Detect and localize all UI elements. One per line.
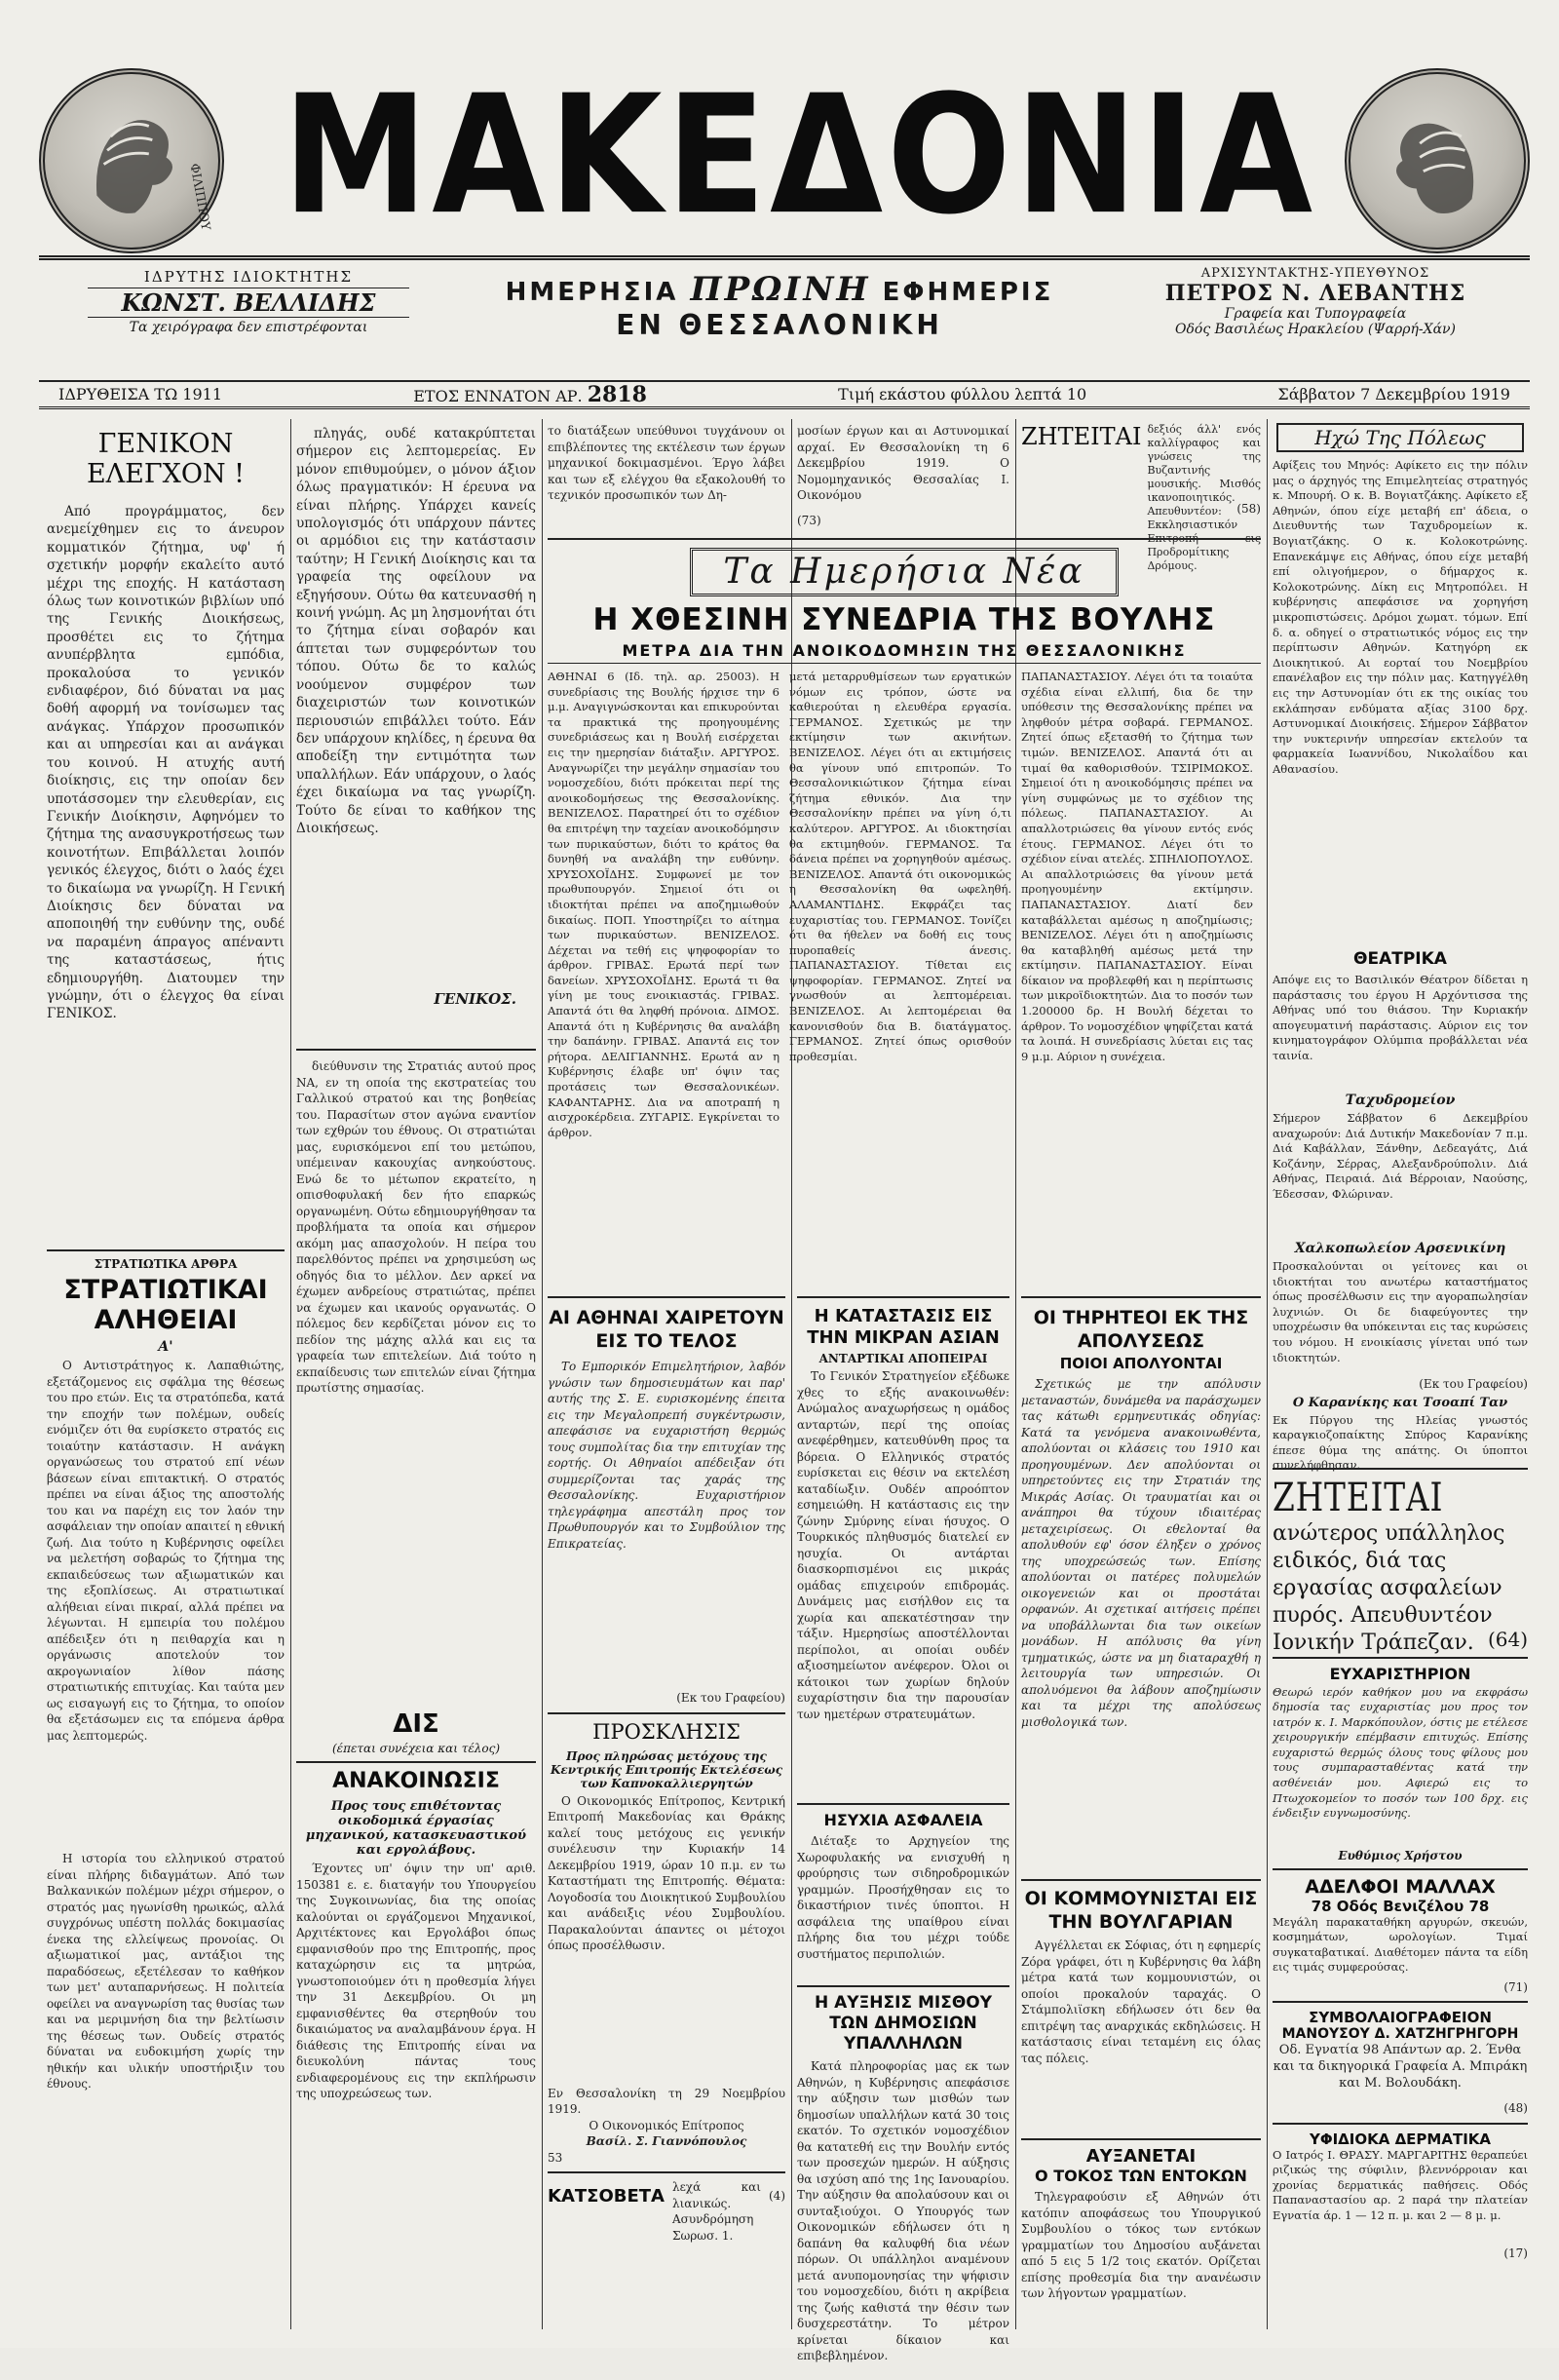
offices-label: Γραφεία και Τυπογραφεία xyxy=(1224,306,1407,322)
parliament-headline: Η ΧΘΕΣΙΝΗ ΣΥΝΕΔΡΙΑ ΤΗΣ ΒΟΥΛΗΣ xyxy=(592,602,1216,637)
kats-number: (4) xyxy=(769,2188,785,2203)
parliament-body-3: ΠΑΠΑΝΑΣΤΑΣΙΟΥ. Λέγει ότι τα τοιαύτα σχέδια είναι ελλιπή, δια δε την υπόθεσιν της Θεσσαλονίκης πρέπει να ληφθούν μέτρα σοβαρά. ΓΕΡΜΑΝΟΣ. Ζητεί όπως εξετασθή το ζήτημα των τιμών. ΒΕΝΙΖΕΛΟΣ. Απαντά ότι αι τιμαί θα καθορισθούν. ΤΣΙΡΙΜΩΚΟΣ. Σημειοί ότι η ανοικοδόμησις πρέπει να γίνη συμφώνως με το σχέδιον της πόλεως. ΠΑΠΑΝΑΣΤΑΣΙΟΥ. Αι απαλλοτριώσεις θα γίνουν εντός ενός έτους. ΓΕΡΜΑΝΟΣ. Λέγει ότι το σχέδιον είναι ατελές. ΣΠΗΛΙΟΠΟΥΛΟΣ. Αι απαλλοτριώσεις θα γίνουν μετά προηγουμένην εκτίμησιν. ΠΑΠΑΝΑΣΤΑΣΙΟΥ. Διατί δεν καταβάλλεται αμέσως η αποζημίωσις; ΒΕΝΙΖΕΛΟΣ. Λέγει ότι η αποζημίωσις θα καταβληθή αμέσως μετά την εκτίμησιν. ΠΑΠΑΝΑΣΤΑΣΙΟΥ. Είναι δίκαιον να προβλεφθή και η περίπτωσις των μικροϊδιοκτητών. Δια το ποσόν των 1.200000 δρ. Η Βουλή δέχεται το άρθρον. Το νομοσχέδιον ψηφίζεται κατά τα λοιπά. Η συνεδρίασις λύεται εις τας 9 μ.μ. Αύριον η συνέχεια. xyxy=(1021,670,1253,1063)
post-body: Σήμερον Σάββατον 6 Δεκεμβρίου αναχωρούν: Διά Δυτικήν Μακεδονίαν 7 π.μ. Διά Καβάλλαν, Ξάνθην, Δεδεαγάτς, Διά Κοζάνην, Σέρρας, Αλεξανδρούπολιν. Διά Αθήνας, Πειραιά. Διά Βέρροιαν, Ναούσης, Έδεσσαν, Φλώριναν. xyxy=(1273,1111,1528,1201)
thanks-sign: Ευθύμιος Χρήστου xyxy=(1338,1848,1463,1862)
invite-sign-b: Βασίλ. Σ. Γιαννόπουλος xyxy=(586,2134,747,2148)
reservists-body: Σχετικώς με την απόλυσιν μεταναστών, δυνάμεθα να παράσχωμεν τας κάτωθι ερμηνευτικάς οδηγίας: Κατά τα γενόμενα ανακοινωθέντα, απολύονται οι κλάσεις του 1910 και προηγουμένων. Δεν απολύονται οι υπηρετούντες εις την Στρατιάν της Μικράς Ασίας. Οι τραυματίαι και οι ανάπηροι θα τύχουν ιδιαιτέρας μεταχειρίσεως. Οι εθελονταί θα απολυθούν εφ' όσον έληξεν ο χρόνος της υποχρεώσεώς των. Επίσης απολύονται οι πατέρες πολυμελών οικογενειών και οι προστάται ορφανών. Αι σχετικαί αιτήσεις πρέπει να υποβάλλωνται δια των οικείων μονάδων. Η απόλυσις θα γίνη τμηματικώς, ώστε να μη διαταραχθή η λειτουργία των υπηρεσιών. Οι απολυόμενοι θα λάβουν αποζημίωσιν και τα μέχρι της απολύσεως μισθολογικά των. xyxy=(1021,1377,1261,1729)
apart-body: Εκ Πύργου της Ηλείας γνωστός καραγκιοζοπαίκτης Σπύρος Καρανίκης έπεσε θύμα της απάτης. Οι ύποπτοι συνελήφθησαν. xyxy=(1273,1412,1528,1473)
divider xyxy=(797,1803,1009,1805)
founder-label: ΙΔΡΥΤΗΣ ΙΔΙΟΚΤΗΤΗΣ xyxy=(143,268,354,286)
founder-note: Τα χειρόγραφα δεν επιστρέφονται xyxy=(129,320,368,335)
column-rule xyxy=(542,419,543,2329)
articles-cont-mark: ΔΙΣ xyxy=(393,1709,439,1739)
notice-headline: ΑΝΑΚΟΙΝΩΣΙΣ xyxy=(332,1769,500,1793)
divider xyxy=(1273,1657,1528,1659)
wanted-body: δεξιός άλλ' ενός καλλίγραφος και γνώσεις της Βυζαντινής μουσικής. Μισθός ικανοποιητικός. Απευθυντέον: Εκκλησιαστικόν Επιτροπή εις Προδρομίτικης Δρόμους. xyxy=(1147,423,1261,572)
wanted-2-body: ανώτερος υπάλληλος ειδικός, διά τας εργασίας ασφαλείων πυρός. Απευθυντέον Ιονικήν Τράπεζαν. xyxy=(1273,1520,1505,1655)
founded-year: ΙΔΡΥΘΕΙΣΑ ΤΩ 1911 xyxy=(58,385,223,403)
daily-news-section xyxy=(548,538,1261,1288)
situation-headline: Η ΚΑΤΑΣΤΑΣΙΣ ΕΙΣ ΤΗΝ ΜΙΚΡΑΝ ΑΣΙΑΝ xyxy=(807,1306,1000,1348)
reservists-headline: ΟΙ ΤΗΡΗΤΕΟΙ ΕΚ ΤΗΣ ΑΠΟΛΥΣΕΩΣ xyxy=(1033,1307,1249,1352)
editor-label: ΑΡΧΙΣΥΝΤΑΚΤΗΣ-ΥΠΕΥΘΥΝΟΣ xyxy=(1200,266,1430,281)
editorial-headline: ΓΕΝΙΚΟΝ ΕΛΕΓΧΟΝ ! xyxy=(86,429,246,489)
notary-body: Οδ. Εγνατία 98 Απάντων αρ. 2. Ένθα και τα δικηγορικά Γραφεία Α. Μπιράκη και Μ. Βολουδάκη. xyxy=(1273,2043,1528,2091)
wanted-2-number: (64) xyxy=(1487,1627,1528,1651)
interest-headline: Ο ΤΟΚΟΣ ΤΩΝ ΕΝΤΟΚΩΝ xyxy=(1035,2167,1247,2185)
column-rule xyxy=(1267,419,1268,2329)
daily-top-a: ΗΜΕΡΗΣΙΑ xyxy=(505,278,679,307)
daily-top-b: ΠΡΩΙΝΗ xyxy=(690,270,871,309)
interest-body: Τηλεγραφούσιν εξ Αθηνών ότι κατόπιν αποφάσεως του Υπουργικού Συμβουλίου ο τόκος των εντόκων γραμματίων του Δημοσίου αυξάνεται από 5 εις 5 1/2 τοις εκατόν. Ορίζεται επίσης προθεσμία δια την ανανέωσιν των λήγοντων γραμματίων. xyxy=(1021,2190,1261,2300)
divider xyxy=(548,1712,785,1714)
kats-headline: ΚΑΤΣΟΒΕΤΑ xyxy=(548,2185,665,2207)
issue-info: ΕΤΟΣ ΕΝΝΑΤΟΝ ΑΡ. 2818 xyxy=(413,381,647,407)
invite-number: 53 xyxy=(548,2150,563,2165)
theater-body: Απόψε εις το Βασιλικόν Θέατρον δίδεται η παράστασις του έργου Η Αρχόντισσα της Αθήνας υπό του θιάσου. Την Κυριακήν απογευματινή παράστασις. Αύριον εις τον κινηματογράφον Ολύμπια προβάλλεται νέα ταινία. xyxy=(1273,973,1528,1062)
editorial-continuation: πληγάς, ουδέ κατακρύπτεται σήμερον εις λεπτομερείας. Εν μόνον επιθυμούμεν, ο μόνον άξιον όλως πραγματικόν: Η έρευνα να είναι πλήρης. Υπάρχει κανείς υπολογισμός ότι υπάρχουν πάντες οι αρμόδιοι εις την κατάστασιν ταύτην; Η Γενική Διοίκησις και τα γραφεία της οφείλουν να εξηγήσουν. Ούτω θα κατευνασθή η κοινή γνώμη. Ας μη λησμονήται ότι το ζήτημα είναι σοβαρόν και άπτεται των συμφερόντων του τόπου. Ούτω δε το καλώς νοούμενον συμφέρον των διαχειριστών των κοινοτικών περιουσιών επιβάλλει τούτο. Εάν δεν υπάρχουν κηλίδες, η έρευνα θα αποδείξη την εντιμότητα των υπαλλήλων. Εάν υπάρχουν, ο λαός έχει δικαίωμα να τας γνωρίζη. Τούτο δε είναι το καθήκον της Διοικήσεως. xyxy=(296,426,536,836)
lamp-headline: Χαλκοπωλείον Αρσενικίνη xyxy=(1294,1241,1506,1256)
founder-block xyxy=(88,268,409,335)
lamp-note: (Εκ του Γραφείου) xyxy=(1419,1377,1528,1391)
divider xyxy=(1021,2138,1261,2140)
athens-note: (Εκ του Γραφείου) xyxy=(676,1691,785,1705)
invite-subtitle: Προς πληρώσας μετόχους της Κεντρικής Επιτροπής Εκτελέσεως των Καπνοκαλλιεργητών xyxy=(551,1748,782,1790)
offices-address: Οδός Βασιλέως Ηρακλείου (Ψαρρή-Χάν) xyxy=(1174,322,1456,337)
articles-body: Ο Αντιστράτηγος κ. Λαπαθιώτης, εξετάζομενος εις σφάλμα της θέσεως του προ ετών. Εις τα στρατόπεδα, κατά την εποχήν των πολέμων, ουδείς ενόμιζεν ότι θα ευρίσκετο στρατός εις τοιαύτην κατάστασιν. Η ανάγκη οργανώσεως του στρατού επί νέων βάσεων είναι επιτακτική. Ο στρατός πρέπει να είναι άξιος της αποστολής του και να παρέχη εις τον λαόν την ασφάλειαν την οποίαν απαιτεί η εθνική ζωή. Δια τούτο η Κυβέρνησις οφείλει να μελετήση σοβαρώς το ζήτημα της εκπαιδεύσεως των αξιωματικών και της εξοπλίσεως. Αι στρατιωτικαί αλήθειαι είναι πικραί, αλλά πρέπει να λέγωνται. Η εμπειρία του πολέμου απέδειξεν ότι η πειθαρχία και η οργάνωσις αποτελούν τον ακρογωνιαίον λίθον πάσης στρατιωτικής επιτυχίας. Και ταύτα μεν ως εισαγωγή εις το ζήτημα, το οποίον θα εξετάσωμεν εις τα επόμενα άρθρα μας λεπτομερώς. xyxy=(47,1359,285,1743)
situation-body: Το Γενικόν Στρατηγείον εξέδωκε χθες το εξής ανακοινωθέν: Ανώμαλος αναχωρήσεως η ομάδος ανταρτών, περί της οποίας ανεφέρθημεν, κατευθύνθη προς τα βόρεια. Ο Ελληνικός στρατός ευρίσκεται εις θέσιν να εκτελέση καταδίωξιν. Ουδέν απροόπτον εσημειώθη. Η κατάστασις εις την ζώνην Σμύρνης είναι ήσυχος. Ο Τουρκικός πληθυσμός διατελεί εν ησυχία. Οι αντάρται διασκορπισμένοι εις μικράς ομάδας επιχειρούν επιδρομάς. Δυνάμεις μας εισήλθον εις τα χωρία και απεκατέστησαν την τάξιν. Ημερησίως αποστέλλονται περίπολοι, αι οποίαι ουδέν αξιοσημείωτον ανέφερον. Όλοι οι κάτοικοι των χωρίων δηλούν ευχαρίστησιν δια την παρουσίαν των ημετέρων στρατευμάτων. xyxy=(797,1369,1009,1721)
notary-headline: ΣΥΜΒΟΛΑΙΟΓΡΑΦΕΙΟΝ xyxy=(1309,2009,1492,2026)
reservists-subtitle: ΠΟΙΟΙ ΑΠΟΛΥΟΝΤΑΙ xyxy=(1059,1355,1223,1372)
parliament-subheadline: ΜΕΤΡΑ ΔΙΑ ΤΗΝ ΑΝΟΙΚΟΔΟΜΗΣΙΝ ΤΗΣ ΘΕΣΣΑΛΟΝΙΚΗΣ xyxy=(548,641,1261,664)
wanted-headline: ΖΗΤΕΙΤΑΙ xyxy=(1021,423,1142,450)
bulgaria-body: Αγγέλλεται εκ Σόφιας, ότι η εφημερίς Ζόρα γράφει, ότι η Κυβέρνησις θα λάβη μέτρα κατά των κομμουνιστών, οι οποίοι προκαλούν ταραχάς. Ο Στάμπολιϊσκη εδήλωσεν ότι δεν θα επιτρέψη τας αναρχικάς εκδηλώσεις. Η κατάστασις είναι τεταμένη εις όλας τας πόλεις. xyxy=(1021,1939,1261,2065)
situation-subtitle: ΑΝΤΑΡΤΙΚΑΙ ΑΠΟΠΕΙΡΑΙ xyxy=(818,1352,988,1365)
divider xyxy=(1273,2123,1528,2125)
notary-number: (48) xyxy=(1503,2101,1528,2115)
divider xyxy=(797,1985,1009,1987)
thanks-headline: ΕΥΧΑΡΙΣΤΗΡΙΟΝ xyxy=(1329,1664,1471,1683)
derm-number: (17) xyxy=(1503,2246,1528,2260)
derm-headline: ΥΦΙΔΙΟΚΑ ΔΕΡΜΑΤΙΚΑ xyxy=(1309,2130,1492,2148)
daily-bottom: ΕΝ ΘΕΣΣΑΛΟΝΙΚΗ xyxy=(616,309,943,341)
masthead xyxy=(39,58,1530,253)
column-3-lower xyxy=(548,1296,785,2329)
issue-number: 2818 xyxy=(587,381,647,407)
invite-sign-a: Ο Οικονομικός Επίτροπος xyxy=(589,2118,744,2132)
notice-end-number: (73) xyxy=(797,514,821,527)
wanted-2-headline: ΖΗΤΕΙΤΑΙ xyxy=(1273,1475,1444,1520)
wages-headline: Η ΑΥΞΗΣΙΣ ΜΙΣΘΟΥ ΤΩΝ ΔΗΜΟΣΙΩΝ ΥΠΑΛΛΗΛΩΝ xyxy=(814,1993,993,2054)
editor-name: ΠΕΤΡΟΣ Ν. ΛΕΒΑΝΤΗΣ xyxy=(1164,281,1466,306)
post-headline: Ταχυδρομείον xyxy=(1345,1093,1456,1108)
notary-name: ΜΑΝΟΥΣΟΥ Δ. ΧΑΤΖΗΓΡΗΓΟΡΗ xyxy=(1281,2026,1519,2042)
articles-body-b: Η ιστορία του ελληνικού στρατού είναι πλήρης διδαγμάτων. Από των Βαλκανικών πολέμων μέχρι σήμερον, ο στρατός μας ηγωνίσθη ηρωικώς, αλλά συγχρόνως υπέστη πολλάς δοκιμασίας ένεκα της ελλείψεως προνοίας. Οι αξιωματικοί μας, αντάξιοι της παραδόσεως, εξετέλεσαν το καθήκον των μετ' αυταπαρνήσεως. Η πολιτεία οφείλει να αναγνωρίση τας θυσίας των και να μεριμνήση δια την βελτίωσιν της θέσεως των. Ουδείς στρατός δύναται να ευδοκιμήση χωρίς την ηθικήν και υλικήν υποστήριξιν του έθνους. xyxy=(47,1852,285,2091)
editorial-signature: ΓΕΝΙΚΟΣ. xyxy=(434,990,516,1008)
issue-date: Σάββατον 7 Δεκεμβρίου 1919 xyxy=(1277,385,1510,403)
divider xyxy=(47,1249,285,1251)
editorial-body: Από προγράμματος, δεν ανεμείχθημεν εις το άνευρον κομματικόν ζήτημα, υφ' ή σχετικήν μορφήν εκαλείτο αυτό μέχρι της εποχής. Η κατάσταση όλως των κοινοτικών βιβλίων υπό της Γενικής Διοικήσεως, προσθέτει εις το ζήτημα ανυπέρβλητα εμπόδια, προκαλούσα το γενικόν ενδιαφέρον, διό δύναται να μας δοθή αφορμή να τονίσωμεν τας ανάγκας. Υπάρχον προσωπικόν και αι υπηρεσίαι και αι ανάγκαι του κοινού. Η ατυχής αυτή διοίκησις, εις την οποίαν δεν υποτάσσομεν την ελευθερίαν, εις Γενικήν Διοίκησιν, Αφηνόμεν το ζήτημα της ανασυγκροτήσεως των κοινοτήτων. Επιβάλλεται λοιπόν γενικός έλεγχος, διότι ο λαός έχει το δικαίωμα να γνωρίζη. Η Γενική Διοίκησις δεν δύναται να αποποιηθή την ευθύνην της, ουδέ να παραμένη άπραγος απέναντι της καταστάσεως, ήτις εδημιουργήθη. Διατουμεν την γνώμην, ότι ο έλεγχος θα είναι ΓΕΝΙΚΟΣ. xyxy=(47,504,285,1022)
brothers-number: (71) xyxy=(1503,1979,1528,1994)
kats-body: λεχά και λιανικώς. Ασυνδρόμηση Σωρωσ. 1. xyxy=(671,2180,761,2243)
divider xyxy=(296,1049,536,1051)
column-3-top xyxy=(548,419,785,534)
articles-cont-note: (έπεται συνέχεια και τέλος) xyxy=(331,1742,501,1755)
brothers-address: 78 Οδός Βενιζέλου 78 xyxy=(1311,1897,1490,1915)
alexander-coin-icon xyxy=(1345,68,1530,253)
column-4-top xyxy=(797,419,1009,534)
echo-body: Αφίξεις του Μηνός: Αφίκετο εις την πόλιν μας ο άρχηγός της Επιμελητείας στρατηγός κ. Μπουρή. Ο κ. Β. Βογιατζάκης. Αφίκετο εξ Αθηνών, όπου είχε μεταβή επ' άδεια, ο Διευθυντής των Ταχυδρομείων κ. Βογιατζάκης. Ο κ. Κολοκοτρώνης. Επανεκάμψε εις Αθήνας, όπου είχε μεταβή επί ολιγοήμερον, ο δήμαρχος κ. Κολοκοτρώνης. Δίκη εις Μητροπόλει. Η κυβέρνησις απεφάσισε να χορηγήση μικροπιστώσεις. Δρόμοι χωματ. τόμων. Επί δ. α. οδηγεί ο στρατιωτικός νόμος εις την περίπτωσιν Αθηνών. Κατηγόρη εκ Διοικητικού. Αι εορταί του Νοεμβρίου επανέλαβον εις την πόλιν μας. Κατηγγέλθη εις την Αστυνομίαν ότι εκ της οικίας του εκλάπησαν ενδύματα αξίας 3100 δρχ. Αστυνομικαί Διοικήσεις. Σήμερον Σάββατον την νυκτερινήν υπηρεσίαν εκτελούν τα φαρμακεία Ιωαννίδου, Νικολαΐδου και Αθανασίου. xyxy=(1273,458,1528,776)
invite-body: Ο Οικονομικός Επίτροπος, Κεντρική Επιτροπή Μακεδονίας και Θράκης καλεί τους μετόχους εις γενικήν συνέλευσιν την Κυριακήν 14 Δεκεμβρίου 1919, ώραν 10 π.μ. εν τω Καταστήματι της Επιτροπής. Θέματα: Λογοδοσία του Διοικητικού Συμβουλίου και ανάδειξις νέου Συμβουλίου. Παρακαλούνται άπαντες οι μέτοχοι όπως προσέλθωσιν. xyxy=(548,1793,785,1952)
left-coin-legend: ΦΙΛΙΠΠΟΥ xyxy=(187,162,214,232)
bulgaria-headline: ΟΙ ΚΟΜΜΟΥΝΙΣΤΑΙ ΕΙΣ ΤΗΝ ΒΟΥΛΓΑΡΙΑΝ xyxy=(1024,1888,1258,1933)
daily-block xyxy=(448,270,1111,341)
daily-news-banner: Τα Ημερήσια Νέα xyxy=(690,548,1119,596)
newspaper-title: ΜΑΚΕΔΟΝΙΑ xyxy=(283,60,1317,251)
philip-coin-icon xyxy=(39,68,224,253)
notice-body: Έχοντες υπ' όψιν την υπ' αριθ. 150381 ε. ε. διαταγήν του Υπουργείου της Συγκοινωνίας, δια της οποίας καλούνται οι εργάζομενοι Μηχανικοί, Αρχιτέκτονες και Εργολάβοι όπως εμφανισθούν προ της Επιτροπής, προς καταχώρησιν εις τα μητρώα, γνωστοποιούμεν ότι η προθεσμία λήγει την 31 Δεκεμβρίου. Οι μη εμφανισθέντες θα στερηθούν του δικαιώματος να αναλαμβάνουν έργα. Η διάθεσις της Επιτροπής είναι να διευκολύνη πάντας τους ενδιαφερομένους εις την εκπλήρωσιν της υποχρεώσεως των. xyxy=(296,1862,536,2100)
invite-headline: ΠΡΟΣΚΛΗΣΙΣ xyxy=(592,1719,741,1744)
security-body: Διέταξε το Αρχηγείον της Χωροφυλακής να ενισχυθή η φρούρησις των σιδηροδρομικών γραμμών. Προσήχθησαν εις το δικαστήριον τινές ύποπτοι. Η ασφάλεια της υπαίθρου είναι πλήρης δια του μέχρι τούδε συστήματος περιπολιών. xyxy=(797,1834,1009,1961)
theater-headline: ΘΕΑΤΡΙΚΑ xyxy=(1353,949,1447,969)
parliament-body-2: μετά μεταρρυθμίσεων των εργατικών νόμων εις τρόπον, ώστε να καθιερούται η ελευθέρα εργασία. ΓΕΡΜΑΝΟΣ. Σχετικώς με την εκτίμησιν των ακινήτων. ΒΕΝΙΖΕΛΟΣ. Λέγει ότι αι εκτιμήσεις θα γίνουν υπό επιτροπών. Το Θεσσαλονικιώτικον ζήτημα είναι ζήτημα εθνικόν. Δια την Θεσσαλονίκην πρέπει να γίνη ό,τι καλύτερον. ΑΡΓΥΡΟΣ. Αι ιδιοκτησίαι θα εκτιμηθούν. ΓΕΡΜΑΝΟΣ. Τα δάνεια πρέπει να χορηγηθούν αμέσως. ΒΕΝΙΖΕΛΟΣ. Απαντά ότι οικονομικώς η Θεσσαλονίκη θα ωφεληθή. ΑΛΑΜΑΝΤΙΔΗΣ. Εκφράζει τας ευχαριστίας του. ΓΕΡΜΑΝΟΣ. Τονίζει ότι θα ήθελεν να δοθή εις τους πυροπαθείς άνεσις. ΠΑΠΑΝΑΣΤΑΣΙΟΥ. Τίθεται εις ψηφοφορίαν. ΓΕΡΜΑΝΟΣ. Ζητεί να γνωσθούν αι λεπτομέρειαι. ΒΕΝΙΖΕΛΟΣ. Αι λεπτομέρειαι θα κανονισθούν δια Β. διατάγματος. ΓΕΡΜΑΝΟΣ. Ζητεί όπως ορισθούν προθεσμίαι. xyxy=(789,670,1011,1063)
articles-part: Α' xyxy=(158,1339,173,1355)
invite-date: Εν Θεσσαλονίκη τη 29 Νοεμβρίου 1919. xyxy=(548,2086,785,2116)
column-4-lower xyxy=(797,1296,1009,2362)
notice-end: το διατάξεων υπεύθυνοι τυγχάνουν οι επιβλέποντες της εκτέλεσιν των έργων μηχανικοί δοκιμασμένοι. Έργο λάβει και των εξ ελέγχου θα εξακολουθή το τεχνικόν προσωπικόν των Δη- xyxy=(548,424,785,502)
derm-body: Ο Ιατρός Ι. ΘΡΑΣΥ. ΜΑΡΓΑΡΙΤΗΣ θεραπεύει ριζικώς της σύφιλιν, βλεννόρροιαν και χρονίας δερματικάς παθήσεις. Οδός Παπαναστασίου αρ. 2 παρά την πλατείαν Εγνατία άρ. 1 — 12 π. μ. και 2 — 8 μ. μ. xyxy=(1273,2147,1528,2222)
divider xyxy=(296,1761,536,1763)
apart-headline: Ο Καρανίκης και Τσοαπί Ταν xyxy=(1292,1395,1508,1410)
brothers-headline: ΑΔΕΛΦΟΙ ΜΑΛΛΑΧ xyxy=(1305,1875,1496,1898)
divider xyxy=(1273,1868,1528,1870)
interest-label: ΑΥΞΑΝΕΤΑΙ xyxy=(1085,2146,1197,2167)
security-headline: ΗΣΥΧΙΑ ΑΣΦΑΛΕΙΑ xyxy=(823,1811,983,1829)
divider xyxy=(548,2171,785,2173)
daily-top-c: ΕΦΗΜΕΡΙΣ xyxy=(882,278,1054,307)
notice-subtitle: Προς τους επιθέτοντας οικοδομικά έργασίας μηχανικού, κατασκευαστικού και εργολάβους. xyxy=(305,1799,527,1858)
editor-block xyxy=(1111,266,1520,337)
athens-body: Το Εμπορικόν Επιμελητήριον, λαβόν γνώσιν των δημοσιευμάτων και παρ' αυτής της Σ. Ε. ευρισκομένης έπειτα εις την Μεγαλοπρεπή συγκέντρωσιν, απεφάσισε να ευχαριστήση θερμώς τους συμπολίτας δια την επιτυχίαν της εορτής. Οι Αθηναίοι απέδειξαν ότι συμμερίζονται τας χαράς της Θεσσαλονίκης. Ευχαριστήριον τηλεγράφημα απεστάλη προς τον Πρωθυπουργόν και το Συμβούλιον της Επικρατείας. xyxy=(548,1360,785,1551)
column-1 xyxy=(47,419,285,2329)
articles-label: ΣΤΡΑΤΙΩΤΙΚΑ ΑΡΘΡΑ xyxy=(94,1257,238,1271)
wanted-number: (58) xyxy=(1236,502,1261,516)
articles-headline: ΣΤΡΑΤΙΩΤΙΚΑΙ ΑΛΗΘΕΙΑΙ xyxy=(63,1275,268,1335)
parliament-body-1: ΑΘΗΝΑΙ 6 (Ιδ. τηλ. αρ. 25003). Η συνεδρίασις της Βουλής ήρχισε την 6 μ.μ. Αναγιγνώσκονται και επικυρούνται τα πρακτικά της προηγουμένης συνεδριάσεως και η Βουλή εισέρχεται εις την ημερησίαν διάταξιν. ΑΡΓΥΡΟΣ. Αναγνωρίζει την μεγάλην σημασίαν του νομοσχεδίου, διότι πρόκειται περί της ανοικοδομήσεως της Θεσσαλονίκης. ΒΕΝΙΖΕΛΟΣ. Παρατηρεί ότι το σχέδιον θα επιτρέψη την ταχείαν ανοικοδόμησιν των πυρικαύστων, διότι το κράτος θα δυνηθή να αναλάβη την ευθύνην. ΧΡΥΣΟΧΟΪΔΗΣ. Συμφωνεί με τον πρωθυπουργόν. Σημειοί ότι οι ιδιοκτήται πρέπει να αποζημιωθούν δικαίως. ΠΟΠ. Υποστηρίζει το αίτημα των πυρικαύστων. ΒΕΝΙΖΕΛΟΣ. Δέχεται να τεθή εις ψηφοφορίαν το άρθρον. ΓΡΙΒΑΣ. Ερωτά περί των δανείων. ΧΡΥΣΟΧΟΪΔΗΣ. Ερωτά τι θα γίνη με τους ενοικιαστάς. ΓΡΙΒΑΣ. Απαντά ότι θα ληφθή πρόνοια. ΔΙΜΟΣ. Απαντά ότι η Κυβέρνησις θα αναλάβη την δαπάνην. ΓΡΙΒΑΣ. Απαντά εις τον ρήτορα. ΔΕΛΙΓΙΑΝΝΗΣ. Ερωτά αν η Κυβέρνησις έλαβε υπ' όψιν τας προτάσεις των Θεσσαλονικέων. ΚΑΦΑΝΤΑΡΗΣ. Δια να αποτραπή η αισχροκέρδεια. ΖΥΓΑΡΙΣ. Εγκρίνεται το άρθρον. xyxy=(548,670,780,1139)
price: Τιμή εκάστου φύλλου λεπτά 10 xyxy=(838,385,1087,403)
lamp-body: Προσκαλούνται οι γείτονες και οι ιδιοκτήται του ανωτέρω καταστήματος όπως προσέλθωσιν εις την αγοραπωλησίαν λυχνιών. Οι δε διαφεύγοντες την υποχρέωσιν θα υπόκεινται εις τας κυρώσεις του νόμου. Η ενοικίασις γίνεται υπό των ιδιοκτητών. xyxy=(1273,1259,1528,1364)
echo-headline: Ηχώ Της Πόλεως xyxy=(1276,423,1524,452)
column-6 xyxy=(1273,419,1528,2329)
notice-end-b: μοσίων έργων και αι Αστυνομικαί αρχαί. Εν Θεσσαλονίκη τη 6 Δεκεμβρίου 1919. Ο Νομομηχανικός Θεσσαλίας Ι. Οικονόμου xyxy=(797,424,1009,502)
articles-continuation: διεύθυνσιν της Στρατιάς αυτού προς ΝΑ, εν τη οποία της εκστρατείας του Γαλλικού στρατού και της βοηθείας του. Παρασίτων στον αγώνα εναντίον των εχθρών του έθνους. Οι στρατιώται μας, ευρισκόμενοι επί του μετώπου, υπέμειναν κακουχίας ανηκούστους. Ενώ δε το μέτωπον εκρατείτο, η οπισθοφυλακή δεν ήτο επαρκώς οργανωμένη. Ούτω εδημιουργήθησαν τα προβλήματα τα οποία και σήμερον ακόμη μας απασχολούν. Η πείρα του παρελθόντος πρέπει να χρησιμεύση ως οδηγός δια το μέλλον. Δεν αρκεί να έχωμεν ανδρείους στρατιώτας, πρέπει να έχωμεν και ικανούς οργανωτάς. Ο πόλεμος δεν κερδίζεται μόνον εις το πεδίον της μάχης αλλά και εις τα γραφεία των επιτελείων. Διά τούτο η εκπαίδευσις των επιτελών είναι ζήτημα πρωτίστης σημασίας. xyxy=(296,1059,536,1395)
wanted-ad-top xyxy=(1021,419,1261,572)
column-rule xyxy=(290,419,291,2329)
thanks-body: Θεωρώ ιερόν καθήκον μου να εκφράσω δημοσία τας ευχαριστίας μου προς τον ιατρόν κ. Ι. Μαρκόπουλον, όστις με ετέλεσε χειρουργικήν επέμβασιν επιτυχώς. Επίσης ευχαριστώ θερμώς όλους τους φίλους μου τους συμπαρασταθέντας κατά την ασθένειάν μου. Αφιερώ εις το Πτωχοκομείον το ποσόν των 100 δρχ. εις ένδειξιν ευγνωμοσύνης. xyxy=(1273,1684,1528,1821)
athens-headline: ΑΙ ΑΘΗΝΑΙ ΧΑΙΡΕΤΟΥΝ ΕΙΣ ΤΟ ΤΕΛΟΣ xyxy=(549,1307,784,1352)
wages-body: Κατά πληροφορίας μας εκ των Αθηνών, η Κυβέρνησις απεφάσισε την αύξησιν των μισθών των δημοσίων υπαλλήλων κατά 30 τοις εκατόν. Το σχετικόν νομοσχέδιον θα κατατεθή εις την Βουλήν εντός των προσεχών ημερών. Η αύξησις θα ισχύση από της 1ης Ιανουαρίου. Την αύξησιν θα απολαύσουν και οι συνταξιούχοι. Ο Υπουργός των Οικονομικών εδήλωσεν ότι η δαπάνη θα καλυφθή δια νέων πόρων. Οι υπάλληλοι αναμένουν μετά ανυπομονησίας την ψήφισιν του νομοσχεδίου, διότι η ακρίβεια της ζωής καθιστά την θέσιν των δυσχερεστάτην. Το μέτρον κρίνεται δίκαιον και επιβεβλημένον. xyxy=(797,2059,1009,2362)
divider xyxy=(1021,1879,1261,1881)
founder-name: ΚΩΝΣΤ. ΒΕΛΛΙΔΗΣ xyxy=(88,288,409,318)
column-2 xyxy=(296,419,536,2329)
column-5-lower xyxy=(1021,1296,1261,2329)
brothers-body: Μεγάλη παρακαταθήκη αργυρών, σκευών, κοσμημάτων, ωρολογίων. Τιμαί συγκαταβατικαί. Διαθέτομεν πάντα τα είδη εις τιμάς συμφερούσας. xyxy=(1273,1914,1528,1975)
masthead-info-row xyxy=(39,255,1530,372)
divider xyxy=(1273,2001,1528,2003)
dateline xyxy=(39,380,1530,409)
